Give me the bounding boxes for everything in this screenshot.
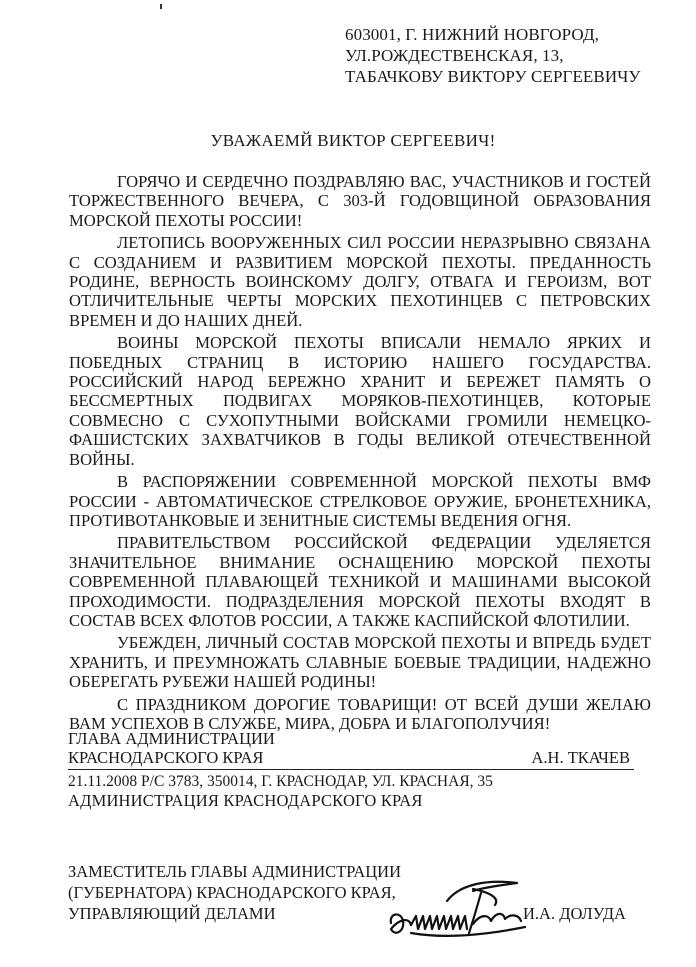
recipient-address	[345, 24, 641, 87]
signer-name: А.Н. ТКАЧЕВ	[531, 748, 630, 767]
date-registration-line: 21.11.2008 Р/С 3783, 350014, Г. КРАСНОДАР, УЛ. КРАСНАЯ, 35	[68, 773, 493, 790]
scan-speck	[160, 4, 162, 9]
paragraph: ПРАВИТЕЛЬСТВОМ РОССИЙСКОЙ ФЕДЕРАЦИИ УДЕЛЯЕТСЯ ЗНАЧИТЕЛЬНОЕ ВНИМАНИЕ ОСНАЩЕНИЮ МОРСКОЙ ПЕХОТЫ СОВРЕМЕННОЙ ПЛАВАЮЩЕЙ ТЕХНИКОЙ И МАШИНАМИ ВЫСОКОЙ ПРОХОДИМОСТИ. ПОДРАЗДЕЛЕНИЯ МОРСКОЙ ПЕХОТЫ ВХОДЯТ В СОСТАВ ВСЕХ ФЛОТОВ РОССИИ, А ТАКЖЕ КАСПИЙСКОЙ ФЛОТИЛИИ.	[69, 533, 651, 630]
salutation	[0, 131, 696, 151]
address-line-recipient: ТАБАЧКОВУ ВИКТОРУ СЕРГЕЕВИЧУ	[345, 67, 641, 86]
signer-title-line-2: КРАСНОДАРСКОГО КРАЯ	[68, 748, 264, 767]
handwritten-signature	[385, 873, 545, 953]
deputy-title-line-2: (ГУБЕРНАТОРА) КРАСНОДАРСКОГО КРАЯ,	[68, 883, 396, 902]
signer-title-line-1: ГЛАВА АДМИНИСТРАЦИИ	[68, 729, 275, 748]
signature-line	[68, 748, 634, 770]
paragraph: С ПРАЗДНИКОМ ДОРОГИЕ ТОВАРИЩИ! ОТ ВСЕЙ ДУШИ ЖЕЛАЮ ВАМ УСПЕХОВ В СЛУЖБЕ, МИРА, ДОБРА И БЛАГОПОЛУЧИЯ!	[69, 694, 651, 733]
deputy-signer-name: И.А. ДОЛУДА	[523, 904, 626, 923]
address-line-postal: 603001, Г. НИЖНИЙ НОВГОРОД,	[345, 25, 599, 44]
organization-name: АДМИНИСТРАЦИЯ КРАСНОДАРСКОГО КРАЯ	[68, 791, 423, 810]
deputy-title-line-1: ЗАМЕСТИТЕЛЬ ГЛАВЫ АДМИНИСТРАЦИИ	[68, 862, 401, 881]
paragraph: ГОРЯЧО И СЕРДЕЧНО ПОЗДРАВЛЯЮ ВАС, УЧАСТНИКОВ И ГОСТЕЙ ТОРЖЕСТВЕННОГО ВЕЧЕРА, С 303-Й ГОДОВЩИНОЙ ОБРАЗОВАНИЯ МОРСКОЙ ПЕХОТЫ РОССИИ!	[69, 172, 651, 230]
deputy-title-line-3: УПРАВЛЯЮЩИЙ ДЕЛАМИ	[68, 904, 276, 923]
paragraph: ЛЕТОПИСЬ ВООРУЖЕННЫХ СИЛ РОССИИ НЕРАЗРЫВНО СВЯЗАНА С СОЗДАНИЕМ И РАЗВИТИЕМ МОРСКОЙ ПЕХОТЫ. ПРЕДАННОСТЬ РОДИНЕ, ВЕРНОСТЬ ВОИНСКОМУ ДОЛГУ, ОТВАГА И ГЕРОИЗМ, ВОТ ОТЛИЧИТЕЛЬНЫЕ ЧЕРТЫ МОРСКИХ ПЕХОТИНЦЕВ С ПЕТРОВСКИХ ВРЕМЕН И ДО НАШИХ ДНЕЙ.	[69, 233, 651, 330]
deputy-signature-block	[68, 861, 648, 924]
paragraph: УБЕЖДЕН, ЛИЧНЫЙ СОСТАВ МОРСКОЙ ПЕХОТЫ И ВПРЕДЬ БУДЕТ ХРАНИТЬ, И ПРЕУМНОЖАТЬ СЛАВНЫЕ БОЕВЫЕ ТРАДИЦИИ, НАДЕЖНО ОБЕРЕГАТЬ РУБЕЖИ НАШЕЙ РОДИНЫ!	[69, 633, 651, 692]
salutation-text: УВАЖАЕМЙ ВИКТОР СЕРГЕЕВИЧ!	[210, 131, 496, 150]
letter-body	[69, 172, 651, 736]
governor-signature-block	[68, 729, 638, 810]
deputy-title-row	[68, 903, 648, 924]
address-line-street: УЛ.РОЖДЕСТВЕНСКАЯ, 13,	[345, 46, 564, 65]
paragraph: В РАСПОРЯЖЕНИИ СОВРЕМЕННОЙ МОРСКОЙ ПЕХОТЫ ВМФ РОССИИ - АВТОМАТИЧЕСКОЕ СТРЕЛКОВОЕ ОРУЖИЕ, БРОНЕТЕХНИКА, ПРОТИВОТАНКОВЫЕ И ЗЕНИТНЫЕ СИСТЕМЫ ВЕДЕНИЯ ОГНЯ.	[69, 472, 651, 530]
paragraph: ВОИНЫ МОРСКОЙ ПЕХОТЫ ВПИСАЛИ НЕМАЛО ЯРКИХ И ПОБЕДНЫХ СТРАНИЦ В ИСТОРИЮ НАШЕГО ГОСУДАРСТВА. РОССИЙСКИЙ НАРОД БЕРЕЖНО ХРАНИТ И БЕРЕЖЕТ ПАМЯТЬ О БЕССМЕРТНЫХ ПОДВИГАХ МОРЯКОВ-ПЕХОТИНЦЕВ, КОТОРЫЕ СОВМЕСНО С СУХОПУТНЫМИ ВОЙСКАМИ ГРОМИЛИ НЕМЕЦКО-ФАШИСТСКИХ ЗАХВАТЧИКОВ В ГОДЫ ВЕЛИКОЙ ОТЕЧЕСТВЕННОЙ ВОЙНЫ.	[69, 333, 651, 469]
